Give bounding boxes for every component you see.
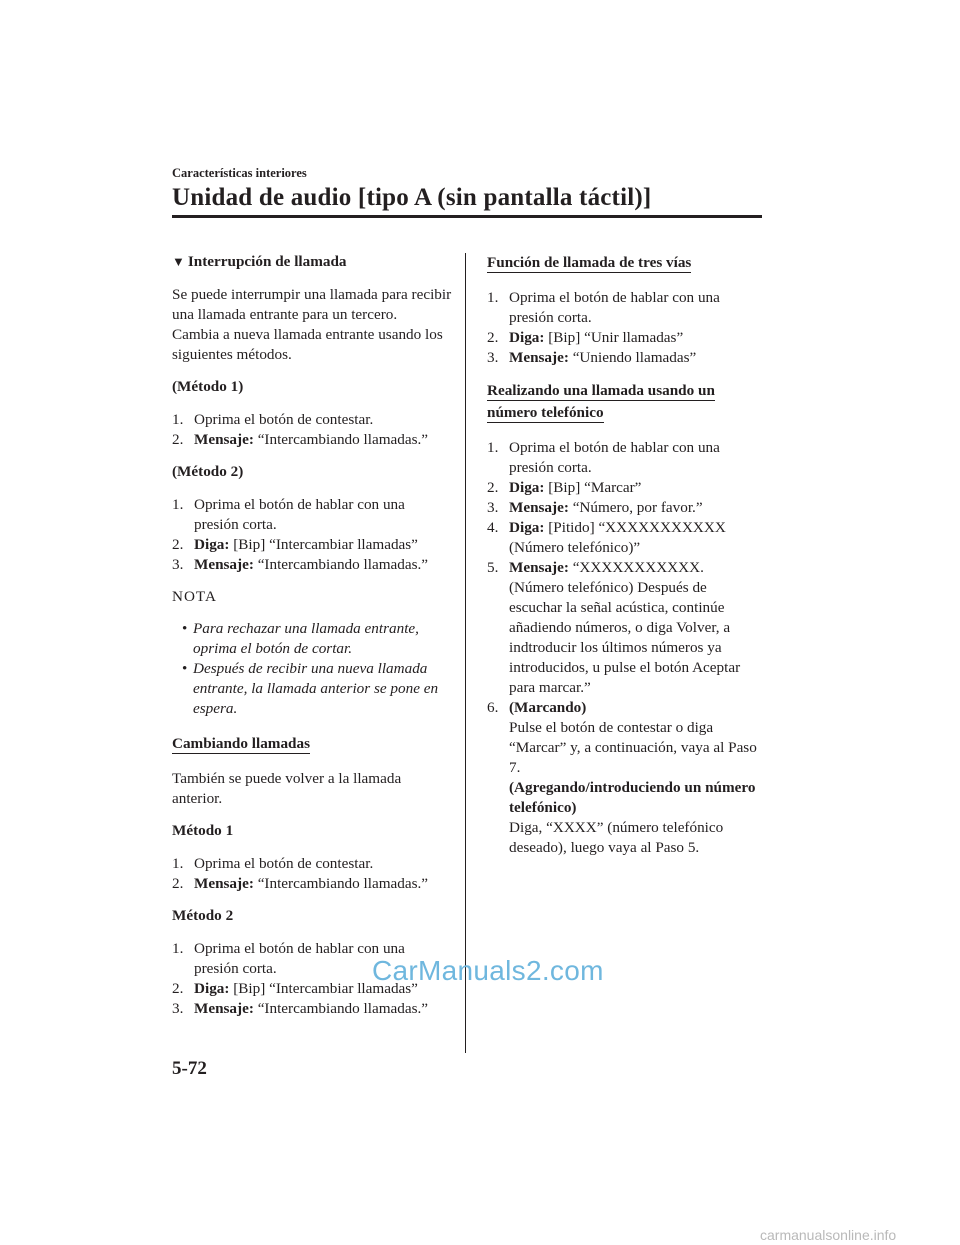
step-item: 2. Diga: [Bip] “Intercambiar llamadas” xyxy=(172,980,418,997)
step-item: 1. Oprima el botón de hablar con una presión corta. xyxy=(172,940,405,977)
step-item: 2. Mensaje: “Intercambiando llamadas.” xyxy=(172,431,429,448)
dial-number-steps xyxy=(487,438,762,858)
header-subtitle: Características interiores xyxy=(172,166,307,180)
header-rule xyxy=(172,215,762,218)
note-heading: NOTA xyxy=(172,588,217,605)
switch-method-1-steps xyxy=(172,854,452,894)
page-title: Unidad de audio [tipo A (sin pantalla táctil)] xyxy=(172,184,652,211)
step-item: 2. Diga: [Bip] “Intercambiar llamadas” xyxy=(172,536,418,553)
intro-paragraph: Cambia a nueva llamada entrante usando los siguientes métodos. xyxy=(172,326,443,363)
method-1-heading: (Método 1) xyxy=(172,378,244,395)
right-column xyxy=(487,252,762,870)
page-number: 5-72 xyxy=(172,1058,207,1079)
footer-site-link[interactable]: carmanualsonline.info xyxy=(760,1227,897,1243)
watermark-logo: CarManuals2.com xyxy=(372,955,604,986)
step-item: 1. Oprima el botón de contestar. xyxy=(172,411,374,428)
step-item: 2. Mensaje: “Intercambiando llamadas.” xyxy=(172,875,429,892)
bullet-icon: • xyxy=(182,620,188,637)
step-item: 1. Oprima el botón de hablar con una presión corta. xyxy=(487,439,720,476)
method-2-heading: (Método 2) xyxy=(172,463,244,480)
step-item: 3. Mensaje: “Número, por favor.” xyxy=(487,499,703,516)
switch-intro: También se puede volver a la llamada anterior. xyxy=(172,770,402,807)
step-item: 1. Oprima el botón de contestar. xyxy=(172,855,374,872)
column-divider xyxy=(465,253,466,1053)
step-item: 3. Mensaje: “Intercambiando llamadas.” xyxy=(172,556,429,573)
note-list xyxy=(182,619,452,719)
left-column xyxy=(172,252,452,1031)
step-item: 5. Mensaje: “XXXXXXXXXXX. (Número telefónico) Después de escuchar la señal acústica, continúe añadiendo números, o diga Volver, a indtroducir los últimos números ya introducidos, u pulse el botón Aceptar para marcar.” xyxy=(487,559,741,696)
method-1-steps xyxy=(172,410,452,450)
three-way-heading: Función de llamada de tres vías xyxy=(487,254,692,271)
step-item: 1. Oprima el botón de hablar con una presión corta. xyxy=(487,289,720,326)
switch-method-2-heading: Método 2 xyxy=(172,907,234,924)
step-item: 1. Oprima el botón de hablar con una presión corta. xyxy=(172,496,405,533)
section-heading: ▼ Interrupción de llamada xyxy=(172,253,347,270)
step-item: 6. (Marcando) Pulse el botón de contestar o diga “Marcar” y, a continuación, vaya al Paso 7. (Agregando/introduciendo un número telefónico) Diga, “XXXX” (número telefónico deseado), luego vaya al Paso 5. xyxy=(487,699,757,856)
triangle-marker-icon: ▼ xyxy=(172,254,185,269)
switch-method-1-heading: Método 1 xyxy=(172,822,234,839)
step-item: 3. Mensaje: “Uniendo llamadas” xyxy=(487,349,697,366)
note-item: • Para rechazar una llamada entrante, oprima el botón de cortar. xyxy=(182,620,419,657)
step-item: 4. Diga: [Pitido] “XXXXXXXXXXX (Número telefónico)” xyxy=(487,519,726,556)
bullet-icon: • xyxy=(182,660,188,677)
step-item: 2. Diga: [Bip] “Unir llamadas” xyxy=(487,329,684,346)
step-item: 2. Diga: [Bip] “Marcar” xyxy=(487,479,642,496)
dial-number-heading: Realizando una llamada usando un número telefónico xyxy=(487,382,715,421)
note-item: • Después de recibir una nueva llamada entrante, la llamada anterior se pone en espera. xyxy=(182,660,439,717)
intro-paragraph: Se puede interrumpir una llamada para recibir una llamada entrante para un tercero. xyxy=(172,286,452,323)
step-item: 3. Mensaje: “Intercambiando llamadas.” xyxy=(172,1000,429,1017)
switch-calls-heading: Cambiando llamadas xyxy=(172,735,310,752)
method-2-steps xyxy=(172,495,452,575)
three-way-steps xyxy=(487,288,762,368)
